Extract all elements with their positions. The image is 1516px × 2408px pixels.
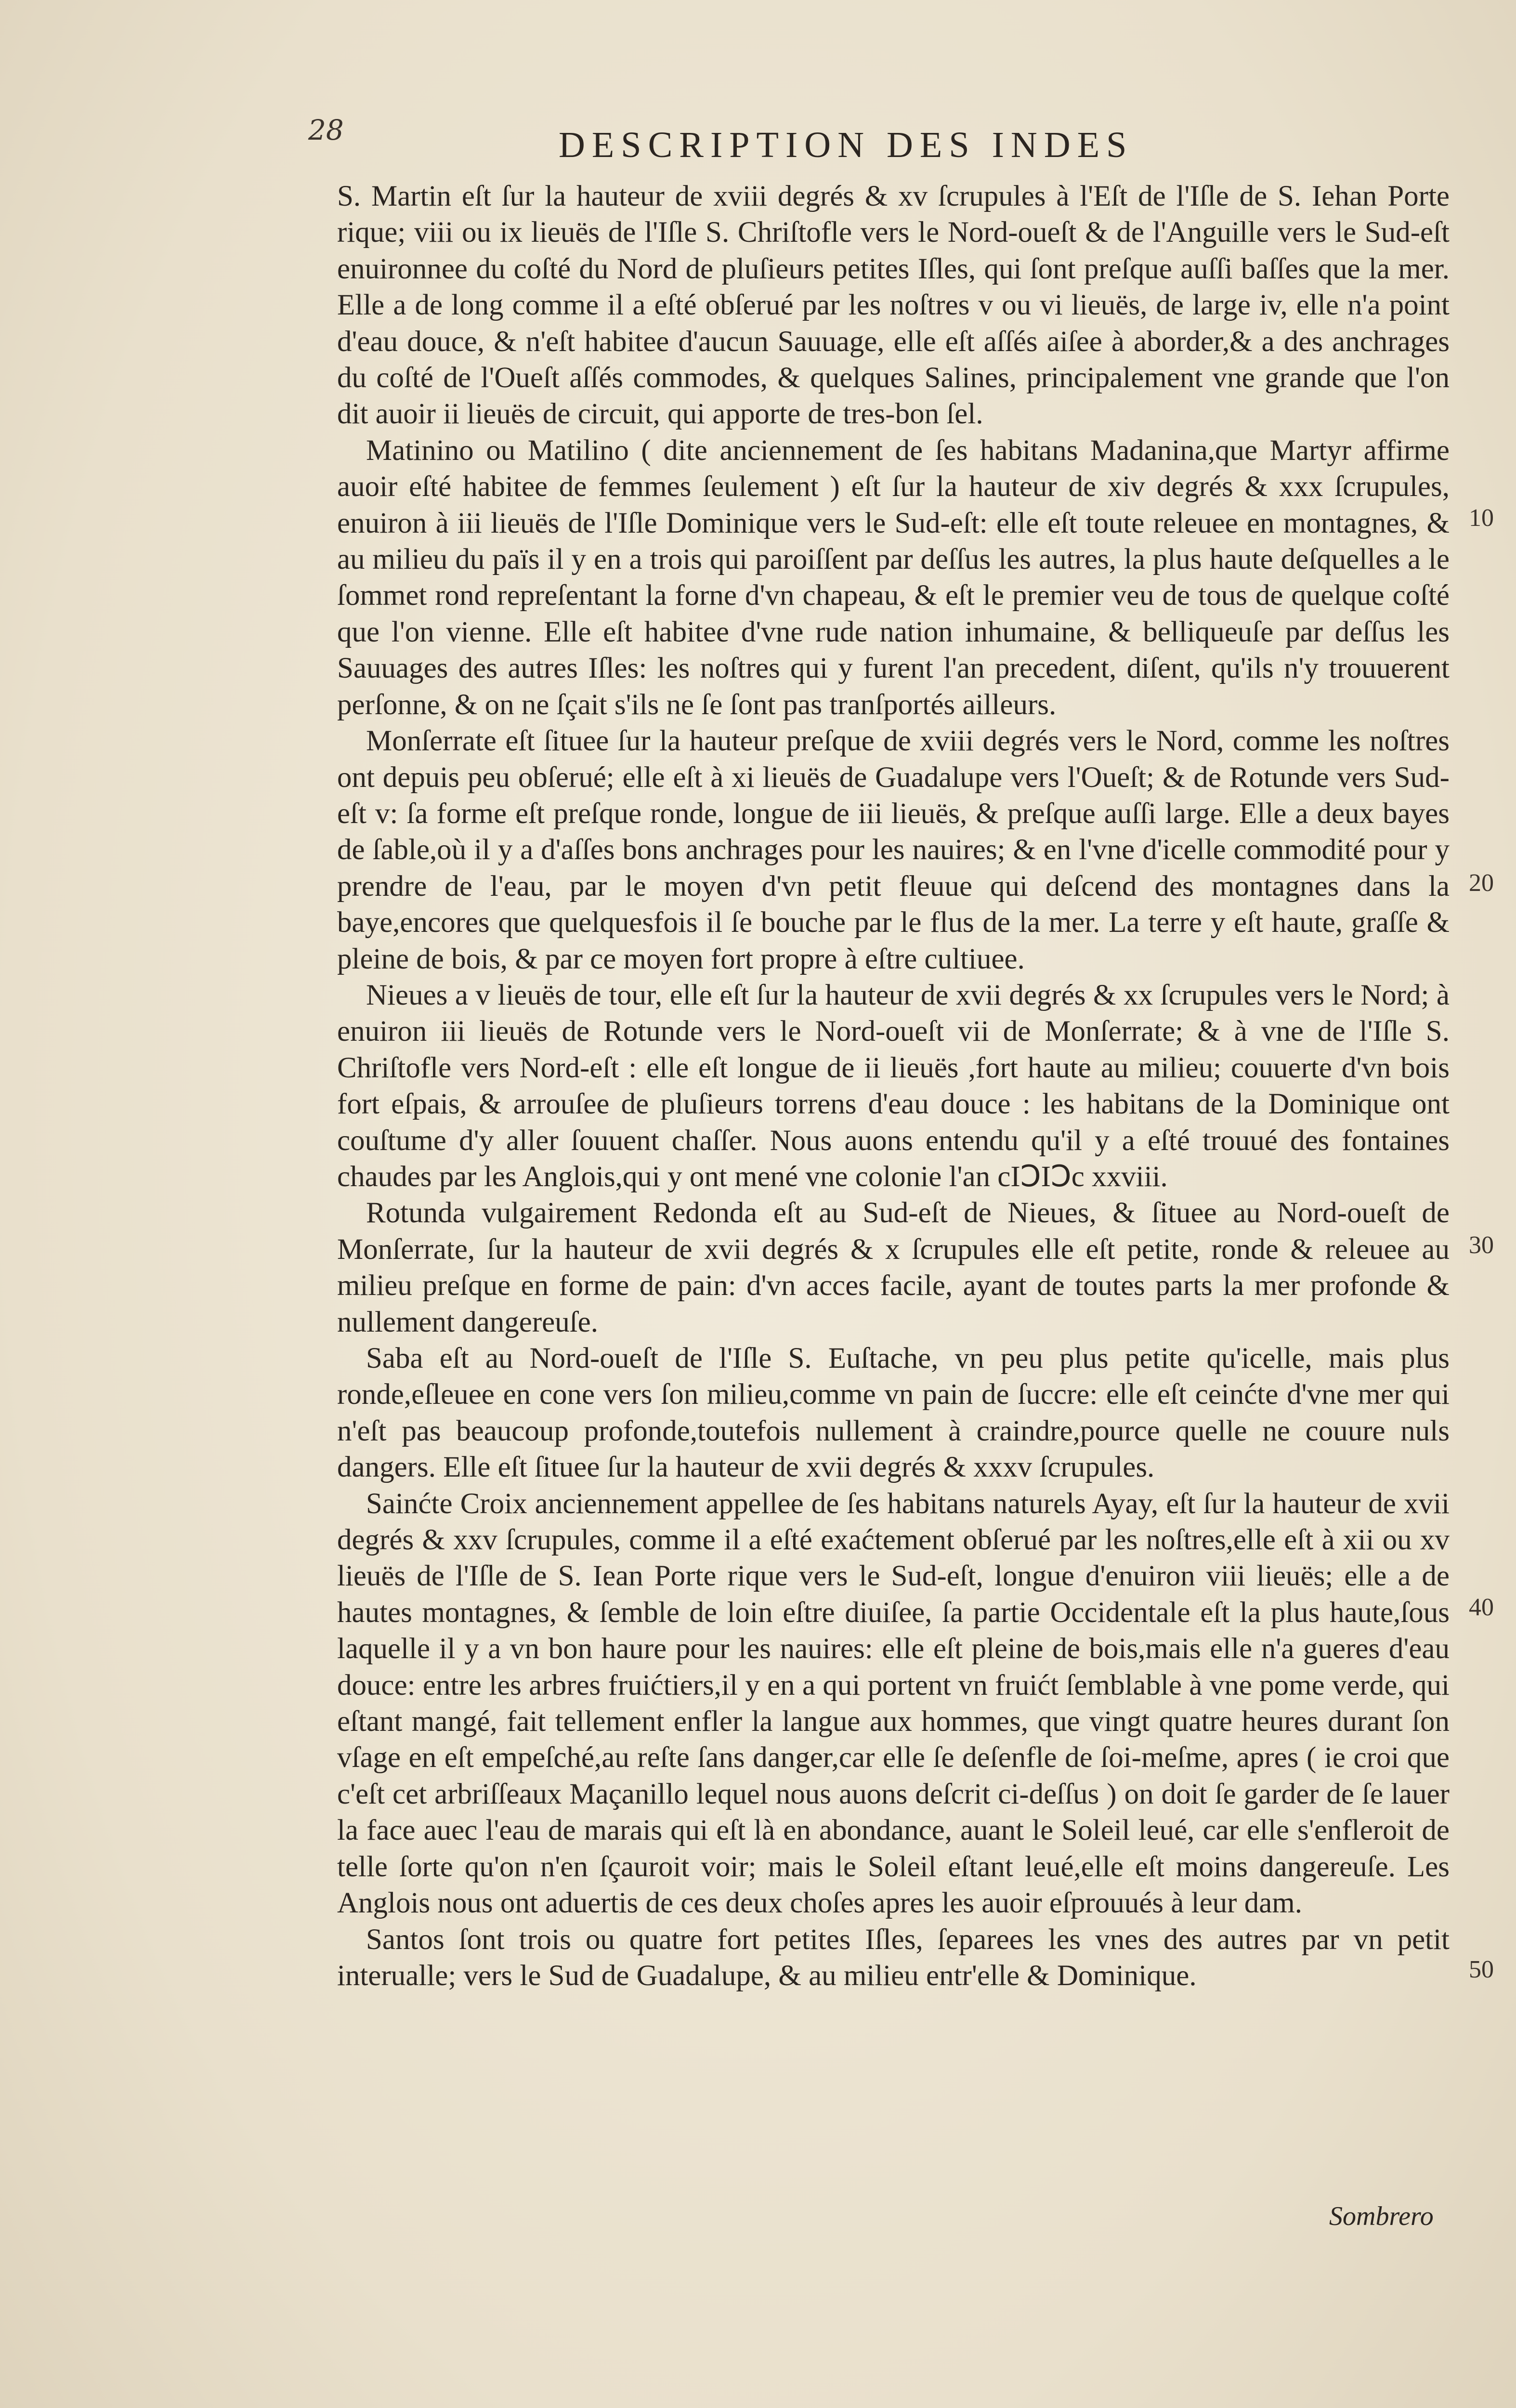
body-text [337,178,1450,1994]
paragraph-nieues: Nieues a v lieuës de tour, elle eſt ſur la hauteur de xvii degrés & xx ſcrupules vers le Nord; à enuiron iii lieuës de Rotunde vers le Nord-oueſt vii de Monſerrate; & à vne de l'Iſle S. Chriſtofle vers Nord-eſt : elle eſt longue de ii lieuës ,fort haute au milieu; couuerte d'vn bois fort eſpais, & arrouſee de pluſieurs torrens d'eau douce : les habitans de la Dominique ont couſtume d'y aller ſouuent chaſſer. Nous auons entendu qu'il y a eſté trouué des fontaines chaudes par les Anglois,qui y ont mené vne colonie l'an cIↃIↃc xxviii. [337,979,1450,1193]
margin-line-number: 50 [1469,1956,1494,1983]
paragraph-matinino: Matinino ou Matilino ( dite anciennement de ſes habitans Madanina,que Martyr affirme auoir eſté habitee de femmes ſeulement ) eſt ſur la hauteur de xiv degrés & xxx ſcrupules, enuiron à iii lieuës de l'Iſle Dominique vers le Sud-eſt: elle eſt toute releuee en montagnes, & au milieu du païs il y en a trois qui paroiſſent par deſſus les autres, la plus haute deſquelles a le ſommet rond repreſentant la forne d'vn chapeau, & eſt le premier veu de tous de quelque coſté que l'on vienne. Elle eſt habitee d'vne rude nation inhumaine, & belliqueuſe par deſſus les Sauuages des autres Iſles: les noſtres qui y furent l'an precedent, diſent, qu'ils n'y trouuerent perſonne, & on ne ſçait s'ils ne ſe ſont pas tranſportés ailleurs. [337,434,1450,721]
paragraph-saint-martin: S. Martin eſt ſur la hauteur de xviii degrés & xv ſcrupules à l'Eſt de l'Iſle de S. Iehan Porte rique; viii ou ix lieuës de l'Iſle S. Chriſtofle vers le Nord-oueſt & de l'Anguille vers le Sud-eſt enuironnee du coſté du Nord de pluſieurs petites Iſles, qui ſont preſque auſſi baſſes que la mer. Elle a de long comme il a eſté obſerué par les noſtres v ou vi lieuës, de large iv, elle n'a point d'eau douce, & n'eſt habitee d'aucun Sauuage, elle eſt aſſés aiſee à aborder,& a des anchrages du coſté de l'Oueſt aſſés commodes, & quelques Salines, principalement vne grande que l'on dit auoir ii lieuës de circuit, qui apporte de tres-bon ſel. [337,180,1450,431]
paragraph-santos: Santos ſont trois ou quatre fort petites Iſles, ſeparees les vnes des autres par vn petit interualle; vers le Sud de Guadalupe, & au milieu entr'elle & Dominique. [337,1923,1450,1992]
paragraph-sainte-croix: Sainćte Croix anciennement appellee de ſes habitans naturels Ayay, eſt ſur la hauteur de xvii degrés & xxv ſcrupules, comme il a eſté exaćtement obſerué par les noſtres,elle eſt à xii ou xv lieuës de l'Iſle de S. Iean Porte rique vers le Sud-eſt, longue d'enuiron viii lieuës; elle a de hautes montagnes, & ſemble de loin eſtre diuiſee, ſa partie Occidentale eſt la plus haute,ſous laquelle il y a vn bon haure pour les nauires: elle eſt pleine de bois,mais elle n'a gueres d'eau douce: entre les arbres fruićtiers,il y en a qui portent vn fruićt ſemblable à vne pome verde, qui eſtant mangé, fait tellement enfler la langue aux hommes, que vingt quatre heures durant ſon vſage en eſt empeſché,au reſte ſans danger,car elle ſe deſenfle de ſoi-meſme, apres ( ie croi que c'eſt cet arbriſſeaux Maçanillo lequel nous auons deſcrit ci-deſſus ) on doit ſe garder de ſe lauer la face auec l'eau de marais qui eſt là en abondance, auant le Soleil leué, car elle s'enfleroit de telle ſorte qu'on n'en ſçauroit voir; mais le Soleil eſtant leué,elle eſt moins dangereuſe. Les Anglois nous ont aduertis de ces deux choſes apres les auoir eſprouués à leur dam. [337,1487,1450,1920]
margin-line-number: 30 [1469,1231,1494,1259]
catchword: Sombrero [1329,2201,1434,2231]
paragraph-monserrate: Monſerrate eſt ſituee ſur la hauteur preſque de xviii degrés vers le Nord, comme les noſtres ont depuis peu obſerué; elle eſt à xi lieuës de Guadalupe vers l'Oueſt; & de Rotunde vers Sud-eſt v: ſa forme eſt preſque ronde, longue de iii lieuës, & preſque auſſi large. Elle a deux bayes de ſable,où il y a d'aſſes bons anchrages pour les nauires; & en l'vne d'icelle commodité pour y prendre de l'eau, par le moyen d'vn petit fleuue qui deſcend des montagnes dans la baye,encores que quelquesfois il ſe bouche par le flus de la mer. La terre y eſt haute, graſſe & pleine de bois, & par ce moyen fort propre à eſtre cultiuee. [337,725,1450,975]
paragraph-saba: Saba eſt au Nord-oueſt de l'Iſle S. Euſtache, vn peu plus petite qu'icelle, mais plus ronde,eſleuee en cone vers ſon milieu,comme vn pain de ſuccre: elle eſt ceinćte d'vne mer qui n'eſt pas beaucoup profonde,toutefois nullement à craindre,pource quelle ne couure nuls dangers. Elle eſt ſituee ſur la hauteur de xvii degrés & xxxv ſcrupules. [337,1342,1450,1484]
margin-line-number: 40 [1469,1594,1494,1621]
margin-line-number: 10 [1469,504,1494,532]
page-number: 28 [308,114,344,146]
paragraph-rotunda: Rotunda vulgairement Redonda eſt au Sud-eſt de Nieues, & ſituee au Nord-oueſt de Monſerrate, ſur la hauteur de xvii degrés & x ſcrupules elle eſt petite, ronde & releuee au milieu preſque en forme de pain: d'vn acces facile, ayant de toutes parts la mer profonde & nullement dangereuſe. [337,1197,1450,1338]
running-head: DESCRIPTION DES INDES [559,125,1134,165]
margin-line-number: 20 [1469,869,1494,897]
